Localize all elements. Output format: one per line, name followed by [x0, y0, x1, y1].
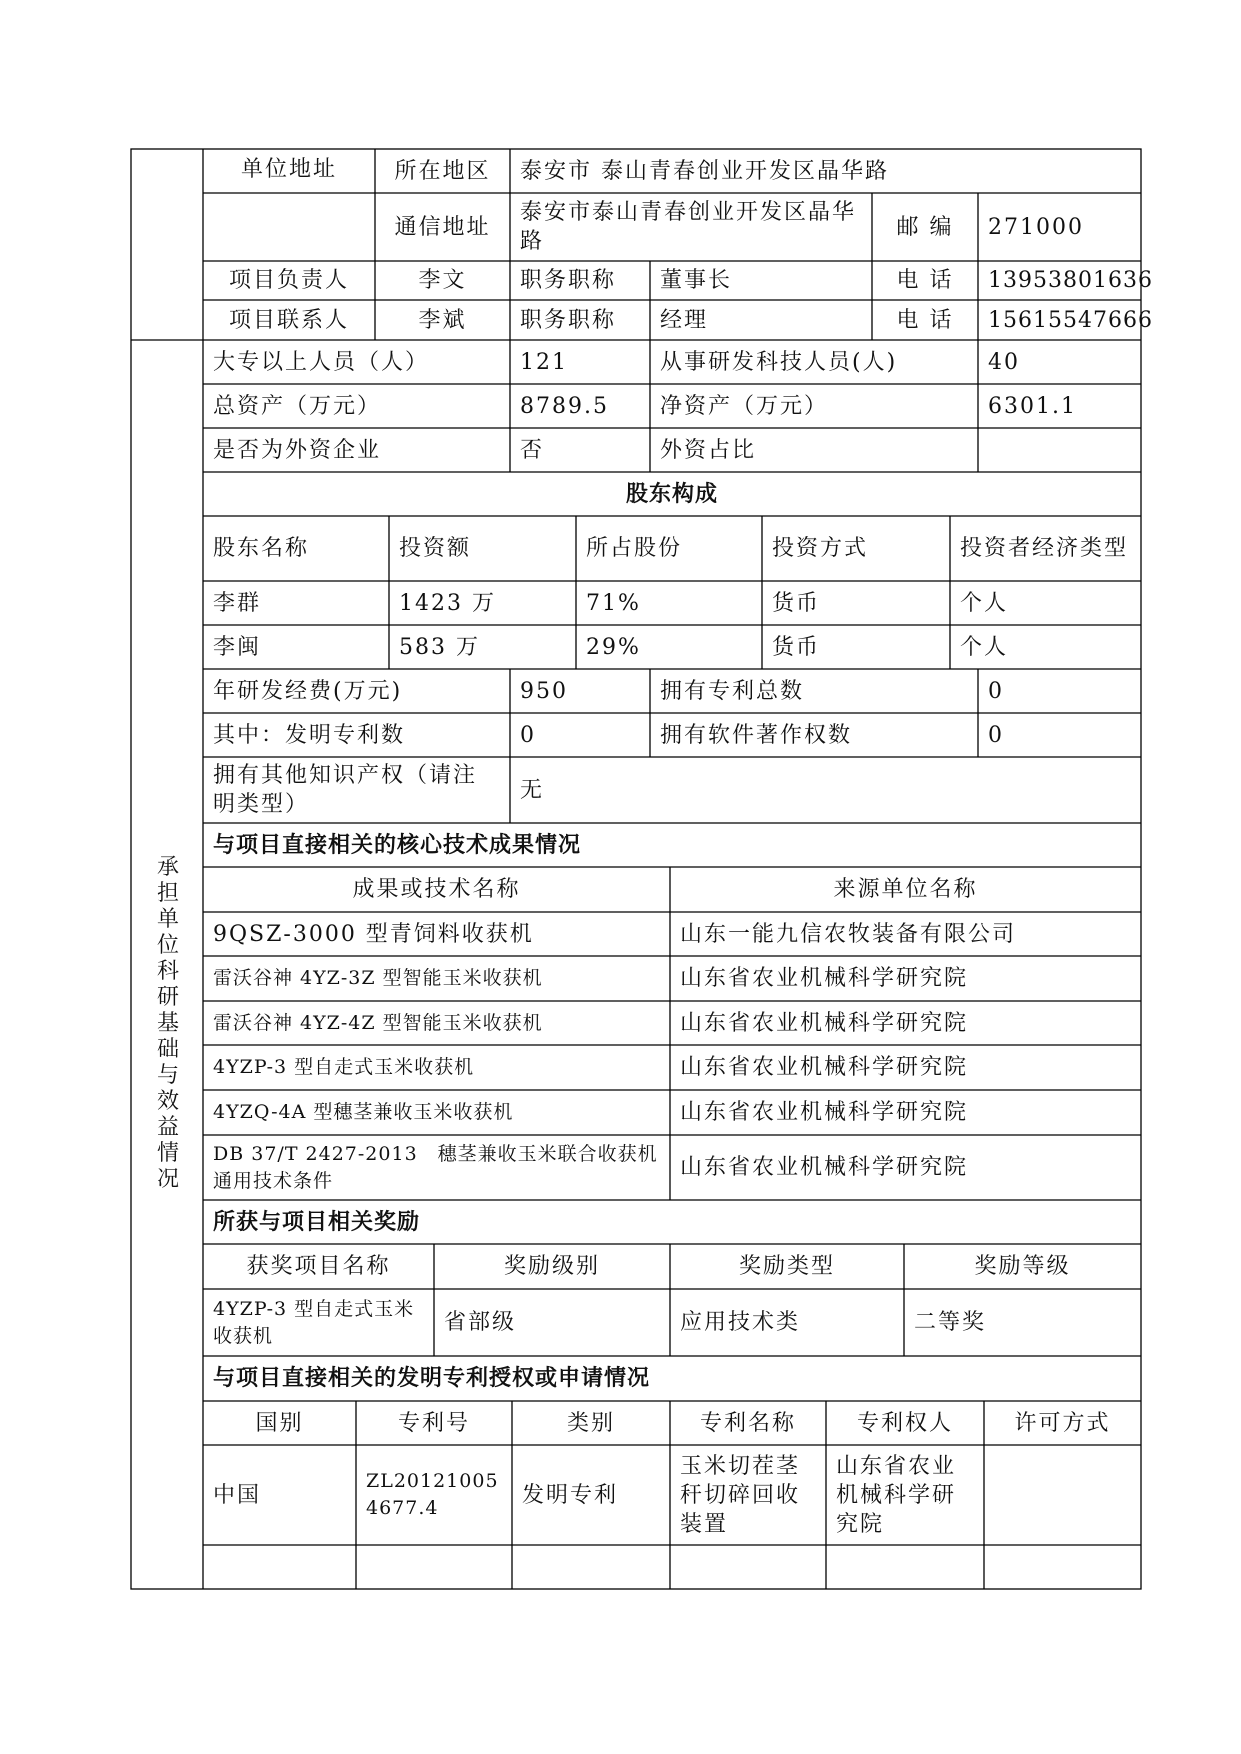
address-label: 单位地址: [240, 157, 337, 182]
shareholder-row-1-amount: 1423 万: [399, 590, 496, 616]
patents-header-title: 专利名称: [699, 1410, 796, 1436]
mail-address-value: 泰安市泰山青春创业开发区晶华路: [520, 200, 857, 254]
patents-header-country: 国别: [255, 1410, 304, 1436]
shareholders-header-type: 投资者经济类型: [960, 536, 1129, 561]
achievement-row-3-source: 山东省农业机械科学研究院: [680, 1010, 969, 1036]
achievement-row-1-name: 9QSZ-3000 型青饲料收获机: [213, 921, 534, 947]
contact-phone-label: 电 话: [896, 307, 954, 333]
contact-title: 经理: [660, 307, 709, 333]
patents-header-holder: 专利权人: [856, 1410, 953, 1436]
foreign-label: 是否为外资企业: [213, 437, 382, 463]
award-row-1-grade: 二等奖: [914, 1310, 987, 1335]
patents-title: 与项目直接相关的发明专利授权或申请情况: [213, 1365, 651, 1391]
postcode-label: 邮 编: [896, 214, 954, 240]
rd-staff-label: 从事研发科技人员(人): [660, 349, 898, 375]
foreign-ratio-label: 外资占比: [660, 437, 757, 463]
rd-cost-value: 950: [520, 678, 568, 704]
invention-patents-label: 其中：发明专利数: [213, 722, 406, 748]
leader-title-label: 职务职称: [520, 268, 617, 293]
patent-row-1-holder: 山东省农业机械科学研究院: [836, 1453, 957, 1537]
award-row-1-type: 应用技术类: [680, 1310, 801, 1335]
achievements-header-source: 来源单位名称: [833, 877, 978, 902]
patent-row-1-country: 中国: [213, 1482, 262, 1508]
contact-label: 项目联系人: [228, 307, 349, 333]
achievements-header-name: 成果或技术名称: [352, 877, 521, 902]
achievement-row-4-source: 山东省农业机械科学研究院: [680, 1055, 969, 1080]
shareholders-header-name: 股东名称: [213, 536, 310, 561]
achievement-row-1-source: 山东一能九信农牧装备有限公司: [680, 921, 1017, 947]
foreign-value: 否: [520, 437, 545, 463]
achievement-row-2-name: 雷沃谷神 4YZ-3Z 型智能玉米收获机: [213, 967, 543, 989]
achievement-row-6-name: DB 37/T 2427-2013 穗茎兼收玉米联合收获机通用技术条件: [213, 1142, 658, 1192]
shareholder-row-2-method: 货币: [772, 634, 821, 660]
shareholder-row-2-amount: 583 万: [399, 634, 480, 660]
mail-address-label: 通信地址: [394, 214, 491, 240]
awards-header-level: 奖励级别: [503, 1254, 600, 1279]
net-assets-value: 6301.1: [988, 393, 1077, 419]
rd-staff-value: 40: [988, 349, 1020, 375]
achievement-row-2-source: 山东省农业机械科学研究院: [680, 966, 969, 991]
region-label: 所在地区: [394, 158, 491, 184]
leader-name: 李文: [418, 268, 467, 293]
contact-name: 李斌: [418, 307, 467, 333]
leader-title: 董事长: [660, 268, 733, 293]
other-ip-value: 无: [520, 777, 545, 803]
awards-header-grade: 奖励等级: [974, 1254, 1071, 1279]
achievement-row-4-name: 4YZP-3 型自走式玉米收获机: [213, 1056, 475, 1078]
awards-title: 所获与项目相关奖励: [213, 1208, 421, 1235]
other-ip-label: 拥有其他知识产权（请注明类型）: [213, 763, 478, 817]
awards-header-project: 获奖项目名称: [246, 1254, 391, 1279]
section-label: 承 担 单 位 科 研 基 础 与 效 益 情 况: [156, 855, 179, 1192]
patent-row-1-category: 发明专利: [522, 1482, 619, 1508]
patents-total-label: 拥有专利总数: [660, 678, 805, 704]
shareholder-row-2-name: 李闽: [213, 634, 262, 660]
software-copyright-label: 拥有软件著作权数: [660, 722, 853, 748]
net-assets-label: 净资产（万元）: [660, 393, 829, 419]
patent-row-1-title: 玉米切茬茎秆切碎回收装置: [680, 1453, 801, 1537]
software-copyright-value: 0: [988, 722, 1004, 748]
patents-header-license: 许可方式: [1014, 1410, 1111, 1436]
shareholder-row-1-name: 李群: [213, 590, 262, 616]
staff-label: 大专以上人员（人）: [213, 349, 430, 375]
invention-patents-value: 0: [520, 722, 536, 748]
foreign-ratio-value: [978, 428, 1141, 472]
shareholder-row-1-share: 71%: [586, 590, 641, 616]
shareholder-row-2-share: 29%: [586, 634, 641, 660]
shareholder-row-2-type: 个人: [960, 634, 1009, 660]
patents-total-value: 0: [988, 678, 1004, 704]
assets-value: 8789.5: [520, 393, 609, 419]
shareholders-title: 股东构成: [625, 480, 718, 507]
achievement-row-3-name: 雷沃谷神 4YZ-4Z 型智能玉米收获机: [213, 1011, 543, 1034]
shareholder-row-1-type: 个人: [960, 590, 1009, 616]
patents-header-number: 专利号: [397, 1410, 470, 1436]
contact-title-label: 职务职称: [520, 307, 617, 333]
assets-label: 总资产（万元）: [213, 393, 382, 419]
patent-row-1-license: [984, 1445, 1141, 1545]
leader-phone-label: 电 话: [896, 268, 954, 293]
shareholders-header-method: 投资方式: [772, 536, 869, 561]
shareholder-row-1-method: 货币: [772, 590, 821, 616]
shareholders-header-share: 所占股份: [586, 536, 683, 561]
region-value: 泰安市 泰山青春创业开发区晶华路: [520, 158, 889, 184]
achievement-row-5-name: 4YZQ-4A 型穗茎兼收玉米收获机: [213, 1101, 514, 1123]
award-row-1-project: 4YZP-3 型自走式玉米收获机: [213, 1297, 415, 1347]
patents-header-category: 类别: [566, 1410, 615, 1436]
patent-row-1-number: ZL201210054677.4: [366, 1470, 499, 1519]
leader-phone: 13953801636: [988, 268, 1153, 293]
achievement-row-5-source: 山东省农业机械科学研究院: [680, 1100, 969, 1125]
achievements-title: 与项目直接相关的核心技术成果情况: [213, 831, 582, 858]
achievement-row-6-source: 山东省农业机械科学研究院: [680, 1155, 969, 1180]
contact-phone: 15615547666: [988, 307, 1153, 333]
shareholders-header-amount: 投资额: [399, 536, 472, 561]
leader-label: 项目负责人: [228, 268, 349, 293]
award-row-1-level: 省部级: [444, 1310, 517, 1335]
rd-cost-label: 年研发经费(万元): [213, 678, 403, 704]
awards-header-type: 奖励类型: [738, 1254, 835, 1279]
postcode-value: 271000: [988, 214, 1084, 240]
staff-value: 121: [520, 349, 568, 375]
